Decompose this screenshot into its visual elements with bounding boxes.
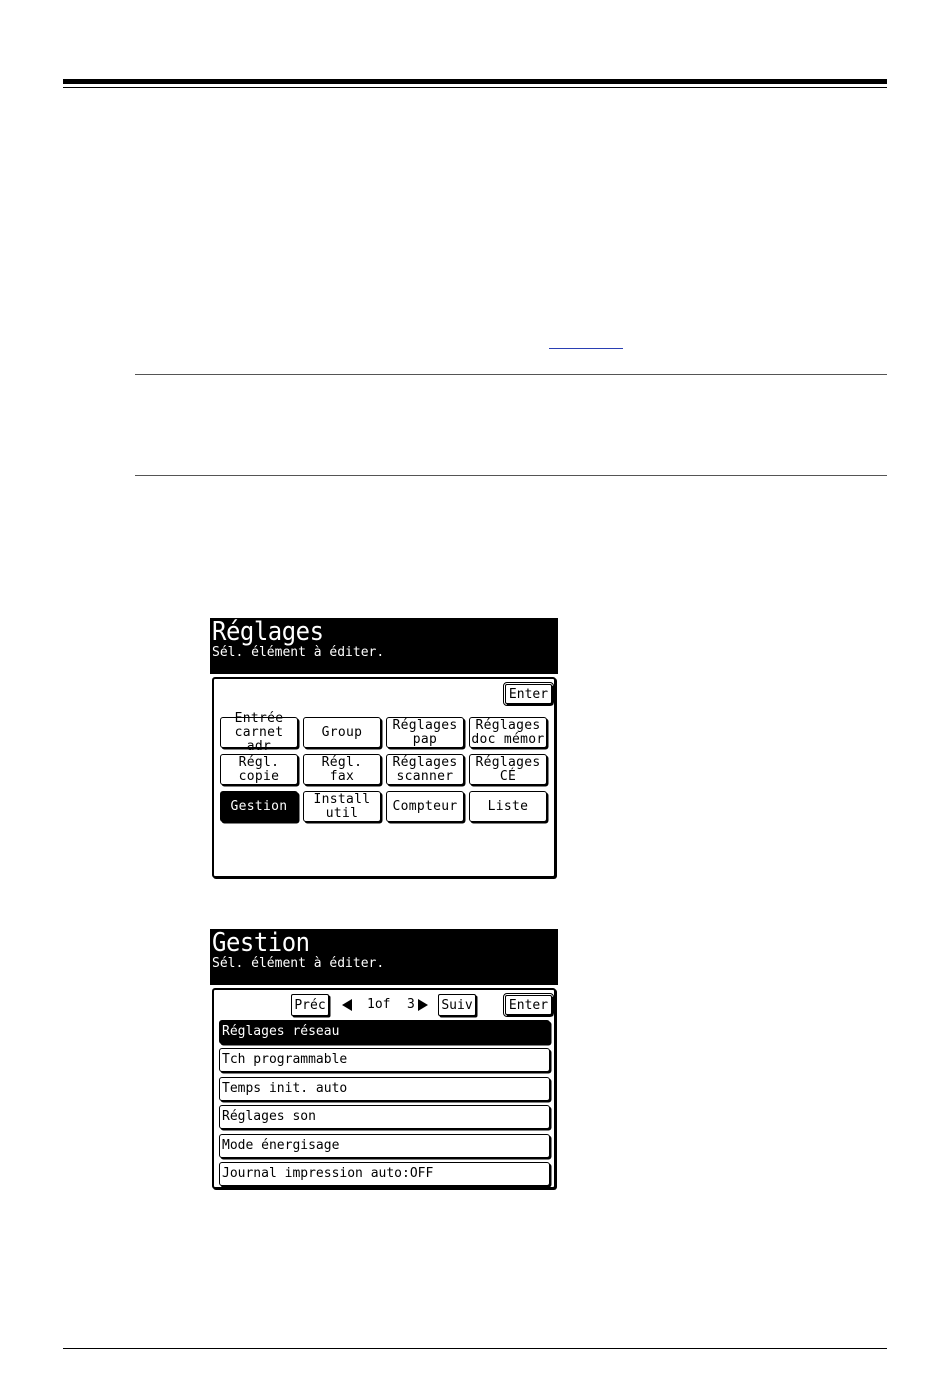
management-button[interactable]: Gestion <box>220 791 298 822</box>
previous-page-button[interactable]: Préc <box>291 994 329 1016</box>
page-total: 3 <box>407 997 415 1012</box>
management-screen <box>210 929 558 1192</box>
settings-titlebar <box>210 618 558 674</box>
hyperlink-underline[interactable] <box>549 348 623 349</box>
note-rule-top <box>135 374 887 375</box>
address-book-entry-button[interactable]: Entrée carnet adr <box>220 717 298 748</box>
menu-item-network-settings[interactable]: Réglages réseau <box>219 1020 550 1044</box>
ce-settings-button[interactable]: Réglages CÉ <box>469 754 547 785</box>
arrow-left-icon <box>342 999 352 1011</box>
list-button[interactable]: Liste <box>469 791 547 822</box>
scanner-settings-button[interactable]: Réglages scanner <box>386 754 464 785</box>
menu-item-energy-mode[interactable]: Mode énergisage <box>219 1134 550 1158</box>
management-panel <box>212 988 556 1189</box>
menu-item-sound-settings[interactable]: Réglages son <box>219 1105 550 1129</box>
note-rule-bottom <box>135 475 887 476</box>
paper-settings-button[interactable]: Réglages pap <box>386 717 464 748</box>
user-install-button[interactable]: Install util <box>303 791 381 822</box>
management-titlebar <box>210 929 558 985</box>
footer-rule <box>63 1348 887 1349</box>
screen-title: Gestion <box>212 928 310 958</box>
screen-title: Réglages <box>212 617 324 647</box>
screen-subtitle: Sél. élément à éditer. <box>212 645 385 660</box>
memory-doc-settings-button[interactable]: Réglages doc mémor <box>469 717 547 748</box>
group-button[interactable]: Group <box>303 717 381 748</box>
screen-subtitle: Sél. élément à éditer. <box>212 956 385 971</box>
settings-screen <box>210 618 558 880</box>
copy-settings-button[interactable]: Régl. copie <box>220 754 298 785</box>
menu-item-auto-journal-print[interactable]: Journal impression auto:OFF <box>219 1162 550 1186</box>
next-page-button[interactable]: Suiv <box>438 994 476 1016</box>
page-current: 1of <box>367 997 391 1012</box>
header-rule-thin <box>63 87 887 88</box>
fax-settings-button[interactable]: Régl. fax <box>303 754 381 785</box>
settings-panel <box>212 677 556 878</box>
menu-item-programmable-key[interactable]: Tch programmable <box>219 1048 550 1072</box>
counter-button[interactable]: Compteur <box>386 791 464 822</box>
enter-button[interactable]: Enter <box>505 684 552 704</box>
header-rule-thick <box>63 79 887 84</box>
arrow-right-icon <box>418 999 428 1011</box>
menu-item-auto-reset-time[interactable]: Temps init. auto <box>219 1077 550 1101</box>
enter-button[interactable]: Enter <box>505 995 552 1015</box>
